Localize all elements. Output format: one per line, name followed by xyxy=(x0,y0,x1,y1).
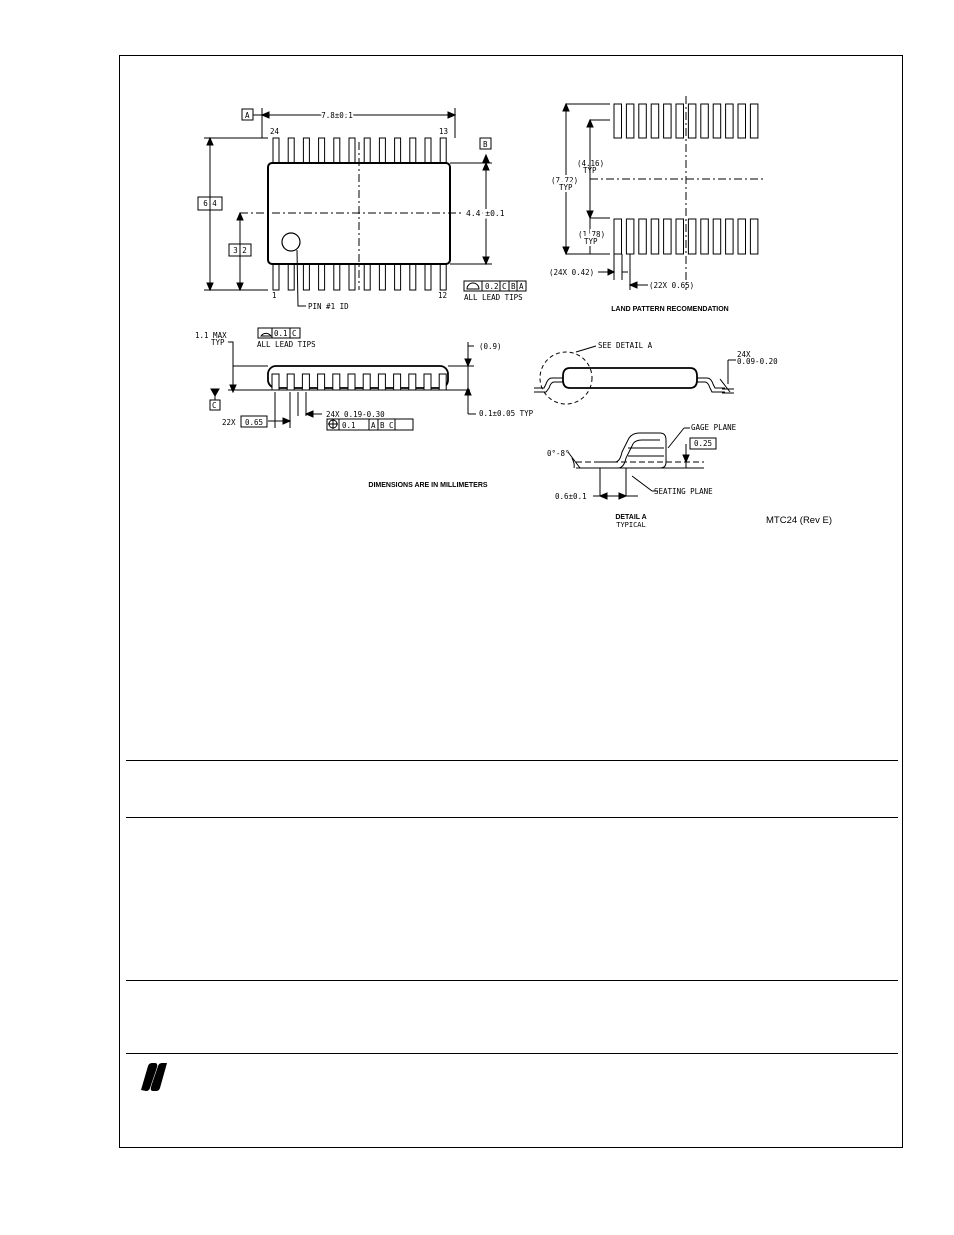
pitch-count-text: 22X xyxy=(222,418,236,427)
land-pad xyxy=(701,219,709,254)
position-tol-text: 0.1 xyxy=(342,421,356,430)
pin-12-label: 12 xyxy=(438,291,448,300)
bottom-lead xyxy=(364,264,370,290)
revision-label: MTC24 (Rev E) xyxy=(766,515,832,526)
max-height-typ: TYP xyxy=(211,338,225,347)
detail-title: DETAIL A xyxy=(615,514,647,521)
seating-plane-label: SEATING PLANE xyxy=(654,487,713,496)
thickness-count: 24X xyxy=(737,350,751,359)
land-pattern-title: LAND PATTERN RECOMENDATION xyxy=(611,306,729,313)
land-pad xyxy=(738,104,746,138)
max-height-text: 1.1 MAX xyxy=(195,331,227,340)
top-lead xyxy=(379,138,385,163)
coplanarity-text: 0.1 xyxy=(274,329,288,338)
bottom-lead xyxy=(273,264,279,290)
bottom-lead xyxy=(425,264,431,290)
detail-subtitle: TYPICAL xyxy=(616,521,646,529)
land-pad xyxy=(676,104,684,138)
pin1-marker xyxy=(282,233,300,251)
top-lead xyxy=(273,138,279,163)
lead-tips-side: ALL LEAD TIPS xyxy=(257,340,316,349)
bottom-lead xyxy=(303,264,309,290)
bottom-lead xyxy=(379,264,385,290)
profile-tol-text: 0.2 xyxy=(485,282,499,291)
dimensions-note: DIMENSIONS ARE IN MILLIMETERS xyxy=(368,482,488,489)
land-pad xyxy=(713,219,721,254)
bottom-lead xyxy=(349,264,355,290)
gage-dim-text: 0.25 xyxy=(694,439,713,448)
pin-13-label: 13 xyxy=(439,127,449,136)
side-lead xyxy=(394,374,401,390)
width-dim-text: 7.8±0.1 xyxy=(321,111,353,120)
land-typ-1: TYP xyxy=(583,166,597,175)
pin1-id-label: PIN #1 ID xyxy=(308,302,349,311)
half-height-dim-text: 3.2 xyxy=(233,246,247,255)
land-dim-178: (1.78) xyxy=(578,230,606,239)
land-pad xyxy=(651,104,659,138)
land-pad xyxy=(701,104,709,138)
top-lead xyxy=(288,138,294,163)
side-lead xyxy=(363,374,370,390)
section-divider-2 xyxy=(126,817,898,818)
land-pad xyxy=(614,104,622,138)
side-lead xyxy=(439,374,446,390)
section-divider-1 xyxy=(126,760,898,761)
side-lead xyxy=(302,374,309,390)
bottom-lead xyxy=(334,264,340,290)
land-pad-width: (24X 0.42) xyxy=(549,268,595,277)
coplanarity-ref: C xyxy=(292,329,297,338)
land-pad xyxy=(738,219,746,254)
bottom-lead xyxy=(440,264,446,290)
top-lead xyxy=(395,138,401,163)
land-pad xyxy=(726,219,734,254)
land-pad xyxy=(626,219,634,254)
section-divider-4 xyxy=(126,1053,898,1054)
side-body xyxy=(268,366,448,388)
side-lead xyxy=(424,374,431,390)
pitch-text: 0.65 xyxy=(245,418,264,427)
side-lead xyxy=(348,374,355,390)
bottom-lead xyxy=(395,264,401,290)
datum-c-label: C xyxy=(212,401,217,410)
pin-1-label: 1 xyxy=(272,291,277,300)
land-pad xyxy=(664,104,672,138)
body-height-text: (0.9) xyxy=(479,342,502,351)
bottom-lead xyxy=(288,264,294,290)
top-leads xyxy=(273,138,446,163)
national-semiconductor-logo-icon xyxy=(138,1062,170,1092)
land-pad xyxy=(651,219,659,254)
top-lead xyxy=(319,138,325,163)
land-pad xyxy=(639,219,647,254)
bottom-lead xyxy=(319,264,325,290)
top-lead xyxy=(440,138,446,163)
top-lead xyxy=(334,138,340,163)
land-pad xyxy=(750,219,758,254)
land-typ-3: TYP xyxy=(584,237,598,246)
land-pad xyxy=(688,219,696,254)
lead-tips-top: ALL LEAD TIPS xyxy=(464,293,523,302)
land-pad xyxy=(688,104,696,138)
height-dim-text: 6.4 xyxy=(203,199,217,208)
land-dim-416: (4.16) xyxy=(577,159,605,168)
top-lead xyxy=(364,138,370,163)
land-pad xyxy=(664,219,672,254)
datum-b-label: B xyxy=(483,140,488,149)
gage-plane-label: GAGE PLANE xyxy=(691,423,737,432)
side-lead xyxy=(272,374,279,390)
section-divider-3 xyxy=(126,980,898,981)
bottom-leads xyxy=(273,264,446,290)
bottom-lead xyxy=(410,264,416,290)
side-lead xyxy=(287,374,294,390)
top-lead xyxy=(425,138,431,163)
profile-ref-b: B xyxy=(511,282,516,291)
side-lead xyxy=(333,374,340,390)
position-refs-text: A B C xyxy=(371,421,394,430)
land-pad-pitch: (22X 0.65) xyxy=(649,281,695,290)
angle-text: 0°-8° xyxy=(547,449,570,458)
side-lead xyxy=(318,374,325,390)
land-pad xyxy=(614,219,622,254)
lead-width-text: 24X 0.19-0.30 xyxy=(326,410,385,419)
profile-ref-a: A xyxy=(519,282,524,291)
side-lead xyxy=(409,374,416,390)
land-pad xyxy=(676,219,684,254)
land-dim-772: (7.72) xyxy=(551,176,579,185)
pin-24-label: 24 xyxy=(270,127,280,136)
body-width-dim-text: 4.4 ±0.1 xyxy=(466,209,505,218)
land-pad xyxy=(713,104,721,138)
side-lead xyxy=(378,374,385,390)
gullwing-body xyxy=(563,368,697,388)
land-pad xyxy=(626,104,634,138)
land-typ-2: TYP xyxy=(559,183,573,192)
land-pad xyxy=(726,104,734,138)
thickness-text: 0.09-0.20 xyxy=(737,357,778,366)
top-lead xyxy=(303,138,309,163)
land-pad xyxy=(639,104,647,138)
detail-a-lead xyxy=(600,433,666,468)
datum-a-label: A xyxy=(245,111,250,120)
top-lead xyxy=(349,138,355,163)
land-pad xyxy=(750,104,758,138)
standoff-text: 0.1±0.05 TYP xyxy=(479,409,534,418)
top-lead xyxy=(410,138,416,163)
see-detail-label: SEE DETAIL A xyxy=(598,341,653,350)
foot-length-text: 0.6±0.1 xyxy=(555,492,587,501)
profile-ref-c: C xyxy=(502,282,507,291)
